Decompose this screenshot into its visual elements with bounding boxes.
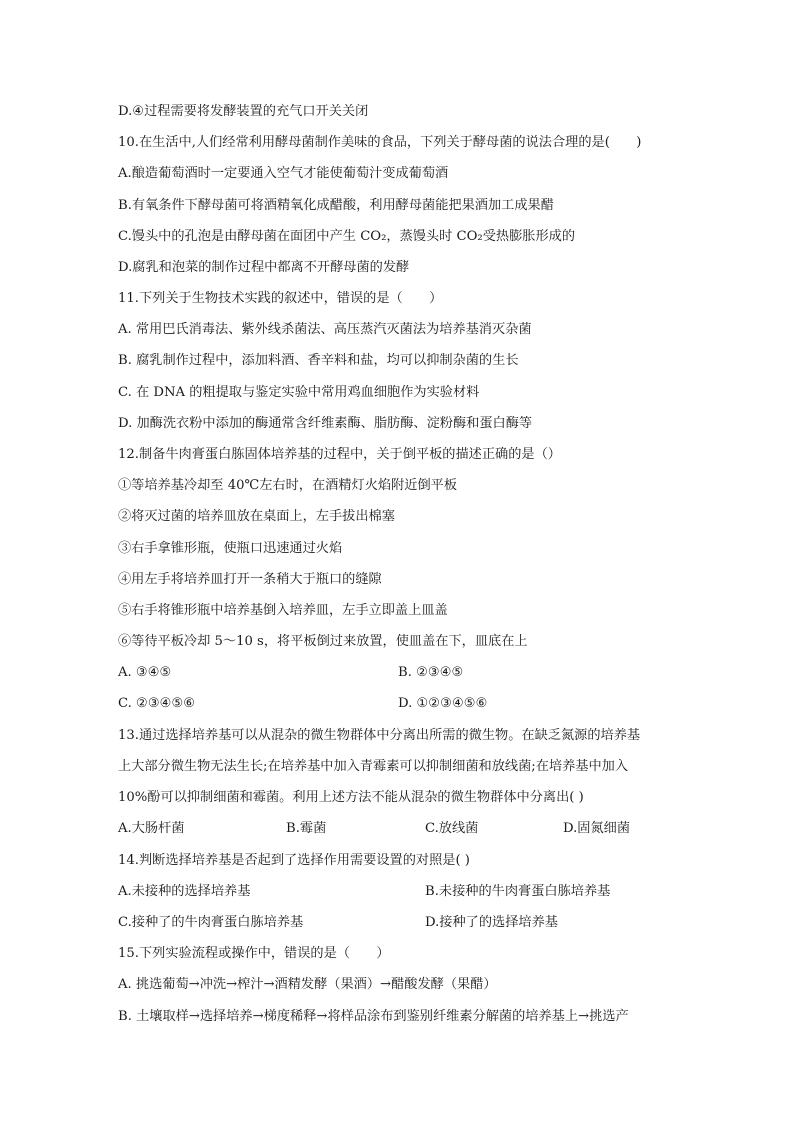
q11-stem: 11.下列关于生物技术实践的叙述中，错误的是（ ） (118, 291, 443, 306)
q13-option-d: D.固氮细菌 (563, 821, 631, 836)
q11-option-b: B. 腐乳制作过程中，添加料酒、香辛料和盐，均可以抑制杂菌的生长 (118, 353, 519, 368)
q10-option-a: A.酿造葡萄酒时一定要通入空气才能使葡萄汁变成葡萄酒 (118, 166, 449, 181)
q15-stem: 15.下列实验流程或操作中，错误的是（ ） (118, 946, 390, 961)
q14-option-d: D.接种了的选择培养基 (425, 915, 558, 930)
q12-stem: 12.制备牛肉膏蛋白胨固体培养基的过程中，关于倒平板的描述正确的是（） (118, 447, 561, 462)
q12-step-5: ⑤右手将锥形瓶中培养基倒入培养皿，左手立即盖上皿盖 (118, 603, 448, 618)
q11-option-a: A. 常用巴氏消毒法、紫外线杀菌法、高压蒸汽灭菌法为培养基消灭杂菌 (118, 322, 532, 337)
q12-option-a: A. ③④⑤ (118, 665, 172, 680)
q15-option-a: A. 挑选葡萄→冲洗→榨汁→酒精发酵（果酒）→醋酸发酵（果醋） (118, 977, 497, 992)
q14-stem: 14.判断选择培养基是否起到了选择作用需要设置的对照是( ) (118, 853, 470, 868)
q14-option-a: A.未接种的选择培养基 (118, 884, 251, 899)
q12-step-6: ⑥等待平板冷却 5～10 s，将平板倒过来放置，使皿盖在下，皿底在上 (118, 634, 528, 649)
q12-step-1: ①等培养基冷却至 40℃左右时，在酒精灯火焰附近倒平板 (118, 478, 458, 493)
q13-stem-line-3: 10%酚可以抑制细菌和霉菌。利用上述方法不能从混杂的微生物群体中分离出( ) (118, 790, 584, 805)
q10-option-b: B.有氧条件下酵母菌可将酒精氧化成醋酸，利用酵母菌能把果酒加工成果醋 (118, 198, 554, 213)
q15-option-b: B. 土壤取样→选择培养→梯度稀释→将样品涂布到鉴别纤维素分解菌的培养基上→挑选产 (118, 1009, 629, 1024)
q14-option-b: B.未接种的牛肉膏蛋白胨培养基 (425, 884, 611, 899)
q10-option-c: C.馒头中的孔泡是由酵母菌在面团中产生 CO₂，蒸馒头时 CO₂受热膨胀形成的 (118, 229, 576, 244)
q13-stem-line-1: 13.通过选择培养基可以从混杂的微生物群体中分离出所需的微生物。在缺乏氮源的培养基 (118, 728, 641, 743)
q10-option-d: D.腐乳和泡菜的制作过程中都离不开酵母菌的发酵 (118, 260, 410, 275)
q12-option-c: C. ②③④⑤⑥ (118, 696, 196, 711)
q12-step-4: ④用左手将培养皿打开一条稍大于瓶口的缝隙 (118, 572, 382, 587)
q12-option-d: D. ①②③④⑤⑥ (398, 696, 488, 711)
q10-stem: 10.在生活中,人们经常利用酵母菌制作美味的食品，下列关于酵母菌的说法合理的是( ) (118, 135, 642, 150)
q13-option-b: B.霉菌 (286, 821, 327, 836)
q11-option-d: D. 加酶洗衣粉中添加的酶通常含纤维素酶、脂肪酶、淀粉酶和蛋白酶等 (118, 416, 533, 431)
q12-step-2: ②将灭过菌的培养皿放在桌面上，左手拔出棉塞 (118, 509, 395, 524)
q13-stem-line-2: 上大部分微生物无法生长;在培养基中加入青霉素可以抑制细菌和放线菌;在培养基中加入 (118, 759, 629, 774)
q13-option-a: A.大肠杆菌 (118, 821, 185, 836)
q14-option-c: C.接种了的牛肉膏蛋白胨培养基 (118, 915, 304, 930)
q9-option-d: D.④过程需要将发酵装置的充气口开关关闭 (118, 104, 369, 119)
q13-option-c: C.放线菌 (425, 821, 479, 836)
q11-option-c: C. 在 DNA 的粗提取与鉴定实验中常用鸡血细胞作为实验材料 (118, 385, 480, 400)
q12-option-b: B. ②③④⑤ (398, 665, 464, 680)
q12-step-3: ③右手拿锥形瓶，使瓶口迅速通过火焰 (118, 541, 343, 556)
